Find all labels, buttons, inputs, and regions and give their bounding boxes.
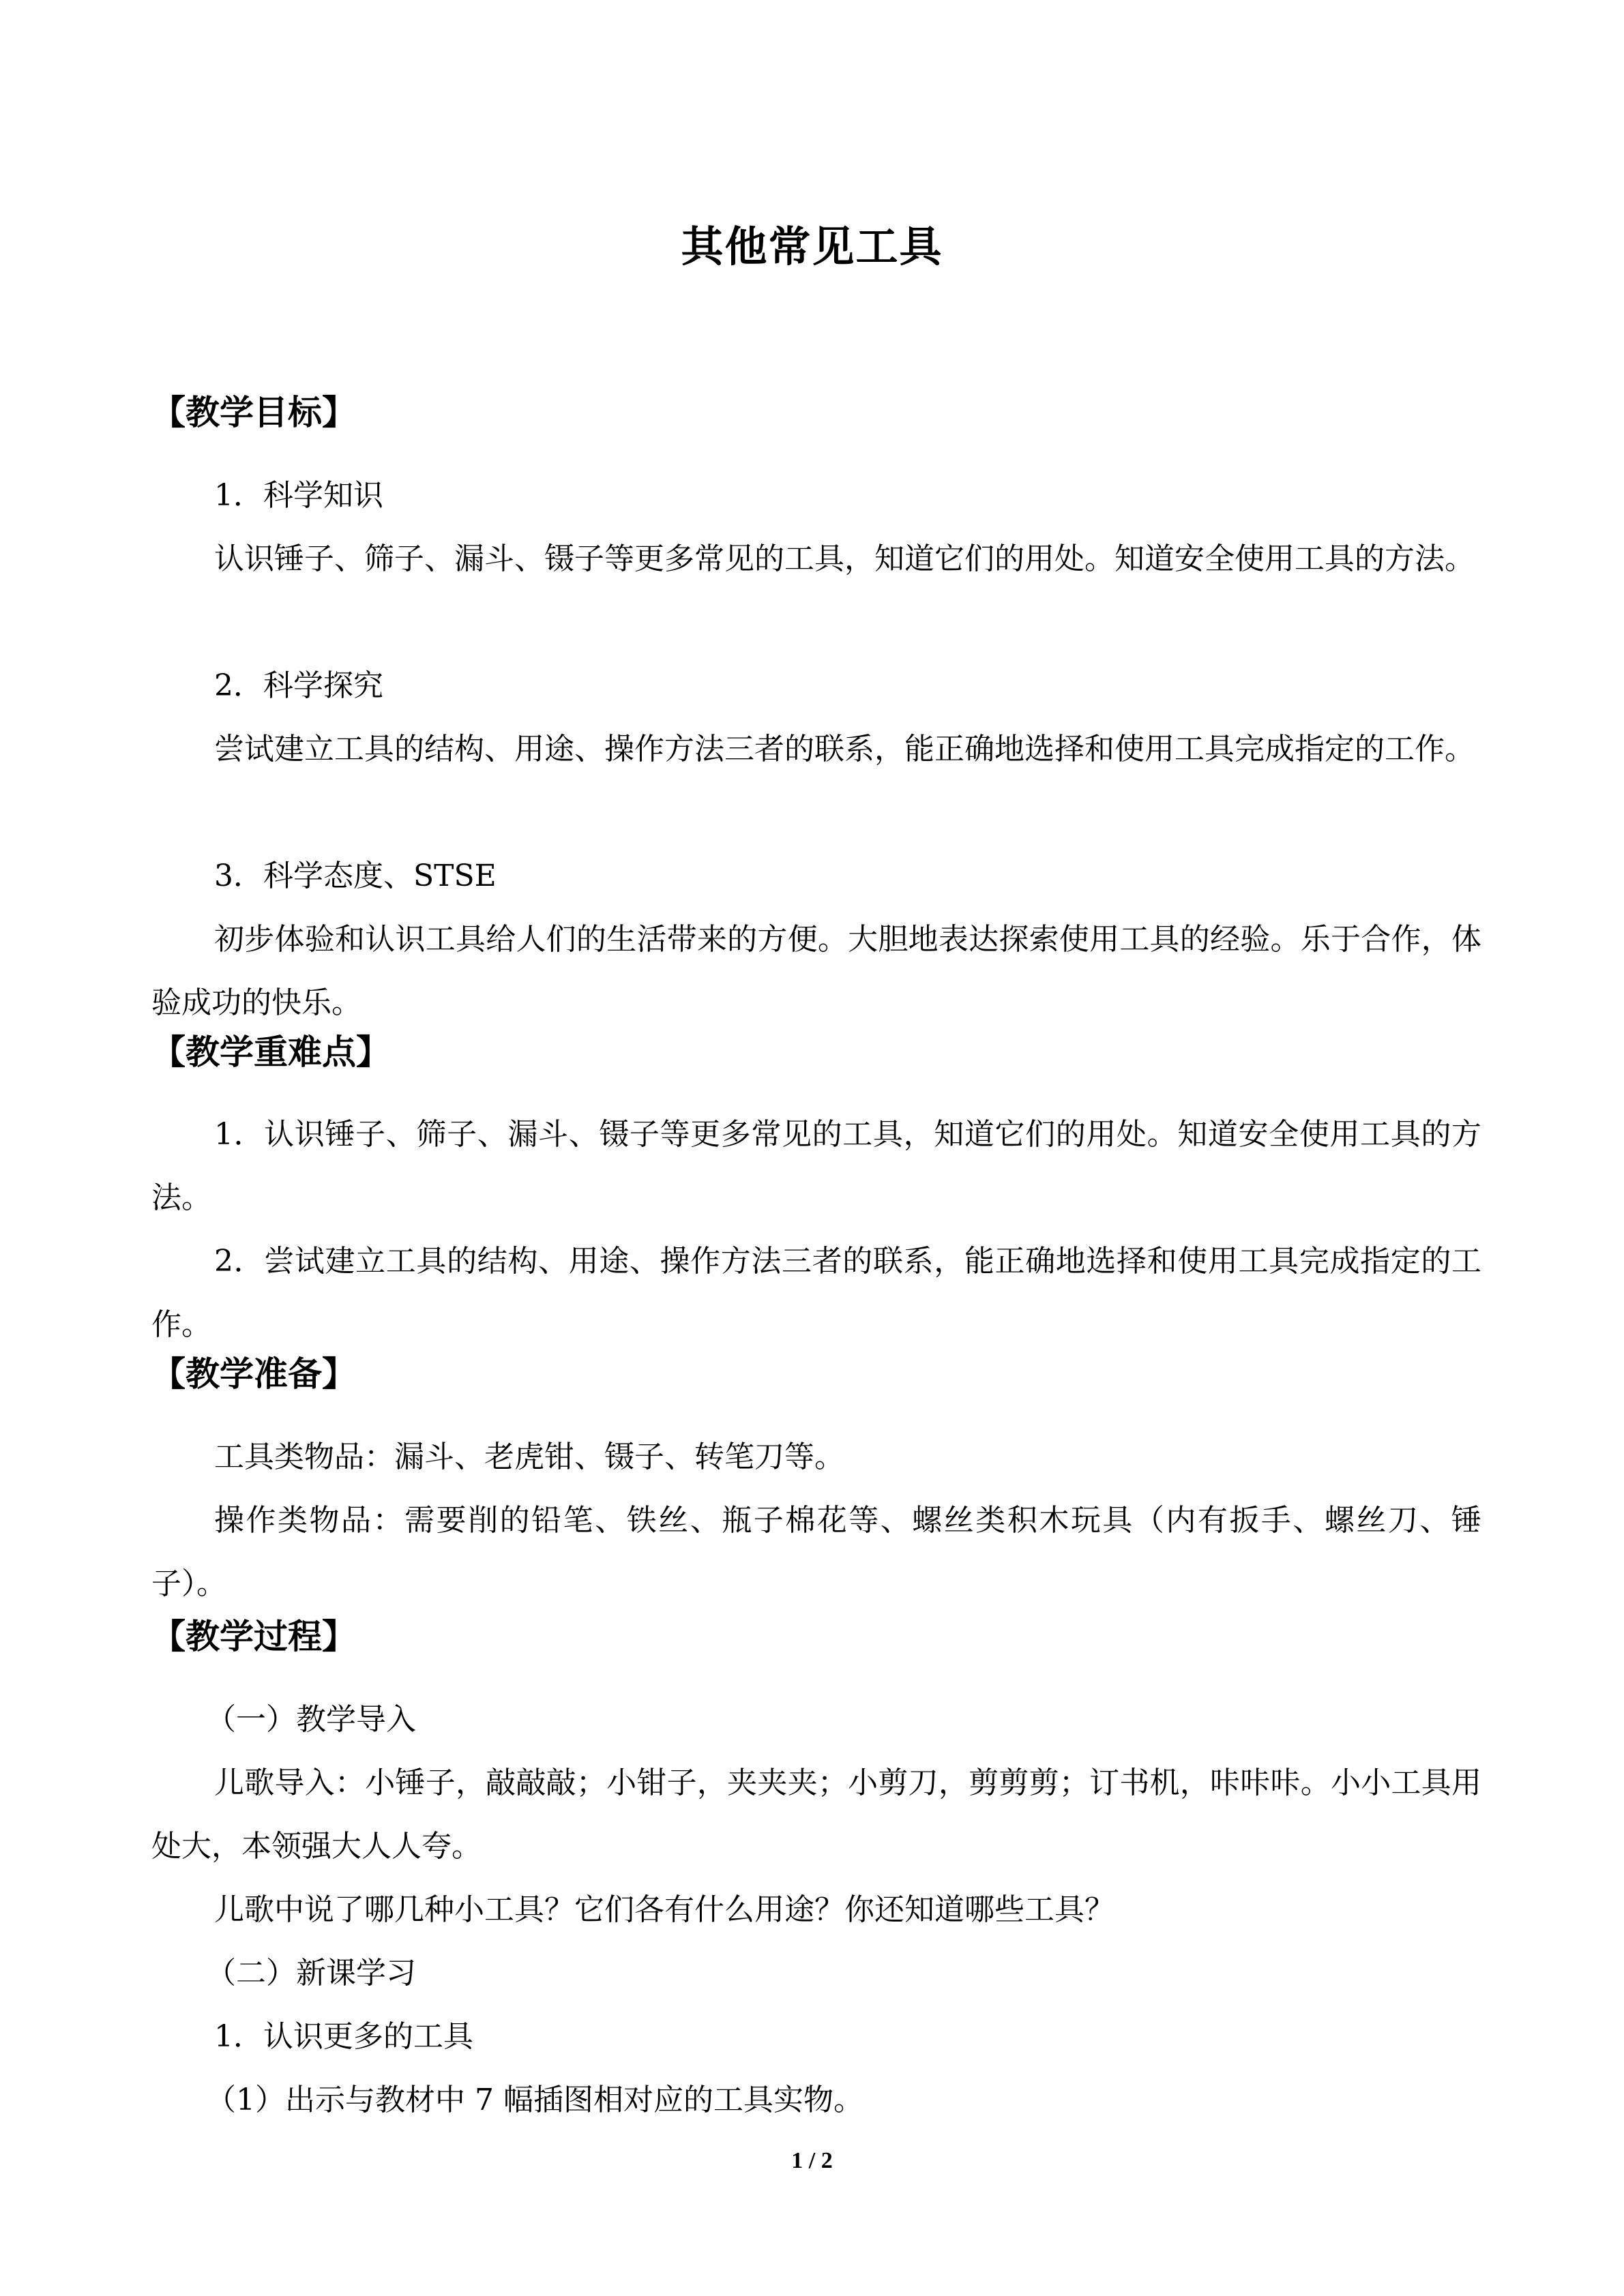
process-step-intro-label: （一）教学导入 bbox=[206, 1702, 416, 1737]
preparation-tools: 工具类物品：漏斗、老虎钳、镊子、转笔刀等。 bbox=[214, 1440, 844, 1474]
key-point-1: 1．认识锤子、筛子、漏斗、镊子等更多常见的工具，知道它们的用处。知道安全使用工具的方法。 bbox=[151, 1117, 1481, 1215]
section-heading-process: 【教学过程】 bbox=[151, 1616, 356, 1656]
process-questions: 儿歌中说了哪几种小工具？它们各有什么用途？你还知道哪些工具？ bbox=[214, 1892, 1114, 1927]
objective-1-text: 认识锤子、筛子、漏斗、镊子等更多常见的工具，知道它们的用处。知道安全使用工具的方法。 bbox=[214, 541, 1475, 576]
objective-3-text: 初步体验和认识工具给人们的生活带来的方便。大胆地表达探索使用工具的经验。乐于合作，体验成功的快乐。 bbox=[151, 922, 1481, 1020]
objective-3-label: 3．科学态度、STSE bbox=[214, 859, 497, 893]
process-nursery-rhyme: 儿歌导入：小锤子，敲敲敲；小钳子，夹夹夹；小剪刀，剪剪剪；订书机，咔咔咔。小小工具用处大，本领强大人人夸。 bbox=[151, 1765, 1481, 1864]
process-subsection-1: 1．认识更多的工具 bbox=[214, 2019, 473, 2054]
process-step-new-lesson-label: （二）新课学习 bbox=[206, 1956, 416, 1991]
preparation-materials: 操作类物品：需要削的铅笔、铁丝、瓶子棉花等、螺丝类积木玩具（内有扳手、螺丝刀、锤子）。 bbox=[151, 1503, 1481, 1601]
objective-2-text: 尝试建立工具的结构、用途、操作方法三者的联系，能正确地选择和使用工具完成指定的工作。 bbox=[214, 732, 1475, 766]
key-point-2: 2．尝试建立工具的结构、用途、操作方法三者的联系，能正确地选择和使用工具完成指定的工作。 bbox=[151, 1244, 1481, 1342]
process-item-1: （1）出示与教材中 7 幅插图相对应的工具实物。 bbox=[206, 2083, 863, 2117]
section-heading-preparation: 【教学准备】 bbox=[151, 1354, 356, 1394]
page-number: 1 / 2 bbox=[791, 2148, 833, 2173]
page-title: 其他常见工具 bbox=[681, 222, 943, 271]
section-heading-objectives: 【教学目标】 bbox=[151, 392, 356, 432]
objective-2-label: 2．科学探究 bbox=[214, 668, 383, 703]
section-heading-key-points: 【教学重难点】 bbox=[151, 1032, 390, 1072]
objective-1-label: 1．科学知识 bbox=[214, 478, 383, 513]
